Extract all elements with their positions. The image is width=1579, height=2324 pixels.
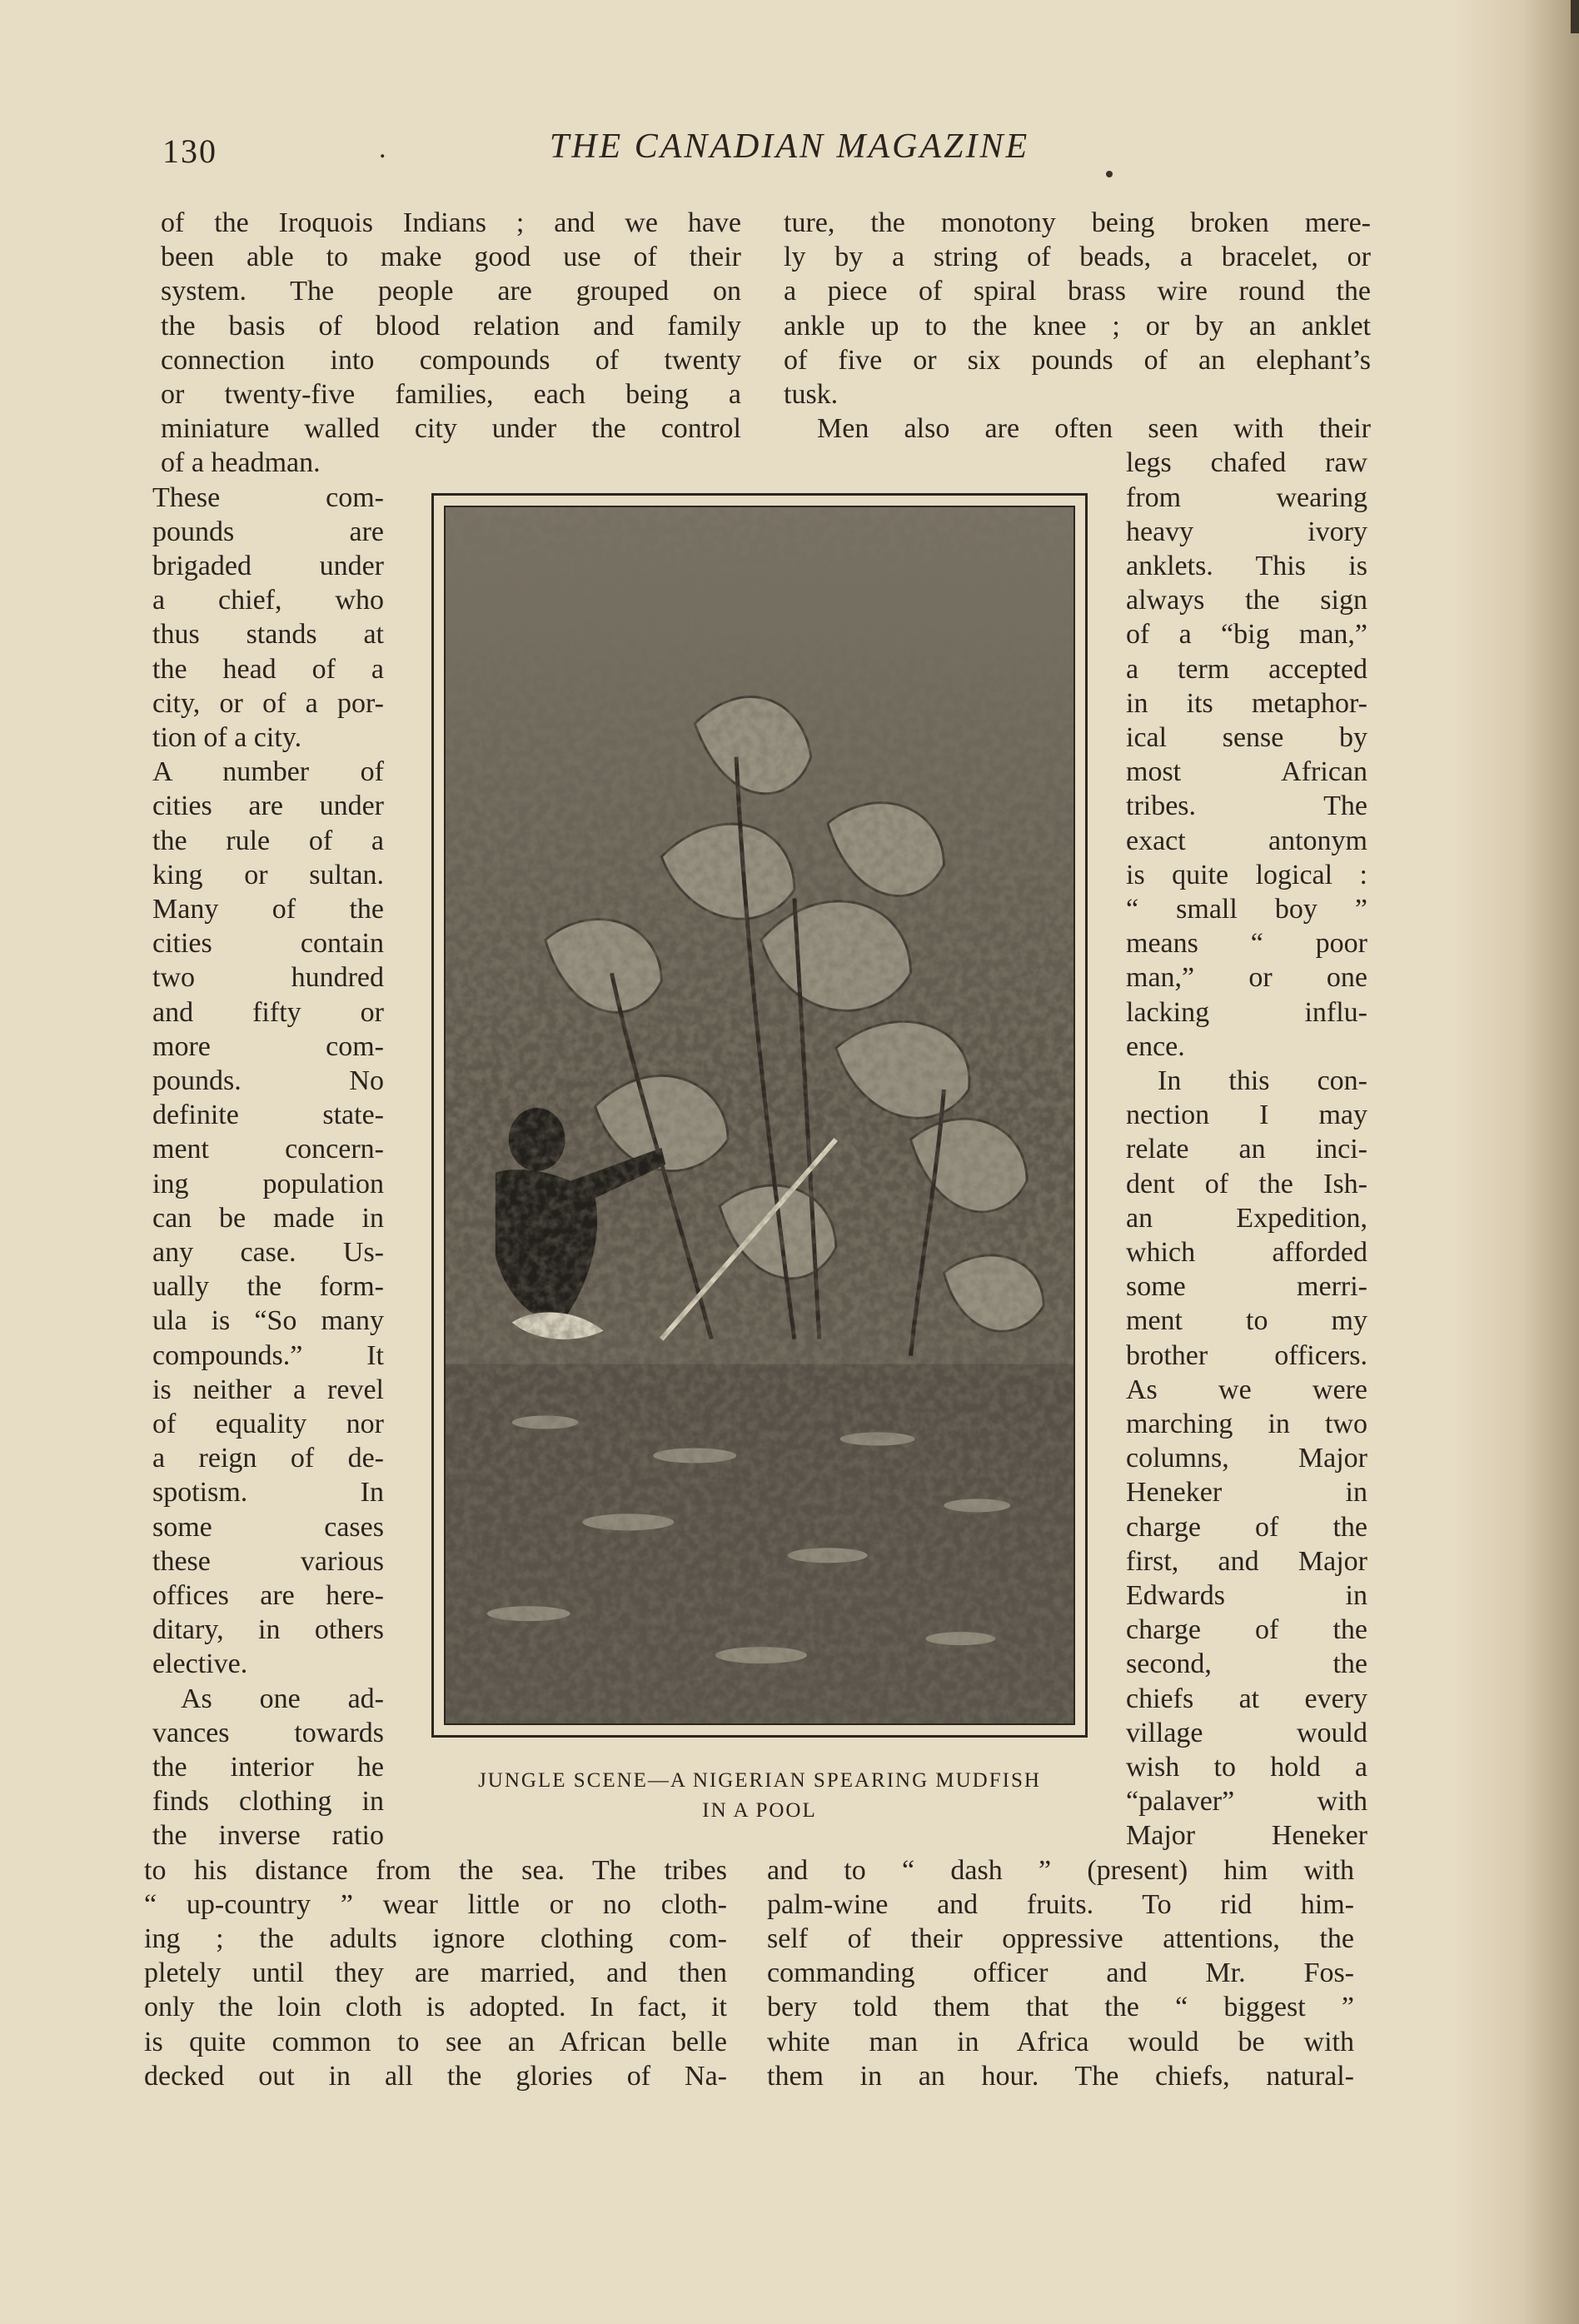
text-line: most African [1126,756,1367,788]
text-line: brother officers. [1126,1339,1367,1371]
text-line: chiefs at every [1126,1683,1367,1714]
page-gutter-shadow [1454,0,1579,2324]
text-line: the head of a [152,653,384,685]
text-line: is neither a revel [152,1374,384,1405]
text-line: ment concern- [152,1134,384,1165]
text-line: is quite common to see an African belle [144,2026,727,2057]
text-line: marching in two [1126,1409,1367,1439]
text-line: ical sense by [1126,722,1367,753]
page-number: 130 [162,132,217,170]
text-line: self of their oppressive attentions, the [767,1923,1354,1954]
text-line: “palaver” with [1126,1786,1367,1818]
text-line: a term accepted [1126,653,1367,685]
text-line: ence. [1126,1030,1185,1062]
text-line: tribes. The [1126,790,1367,822]
text-line: only the loin cloth is adopted. In fact, it [144,1992,727,2023]
text-line: A number of [152,756,384,788]
text-line: ditary, in others [152,1614,384,1646]
text-line: lacking influ- [1126,996,1367,1028]
text-line: second, the [1126,1648,1367,1680]
text-line: miniature walled city under the control [161,413,741,445]
text-line: charge of the [1126,1511,1367,1543]
text-line: of a “big man,” [1126,619,1367,651]
text-line: tion of a city. [152,722,302,753]
text-line: connection into compounds of twenty [161,344,741,376]
text-line: definite state- [152,1100,384,1131]
text-line: the basis of blood relation and family [161,310,741,342]
text-line: bery told them that the “ biggest ” [767,1992,1354,2023]
text-line: from wearing [1126,481,1367,513]
text-line: means “ poor [1126,928,1367,960]
text-line: can be made in [152,1202,384,1234]
text-line: ing ; the adults ignore clothing com- [144,1923,727,1954]
text-line: elective. [152,1648,248,1680]
text-line: spotism. In [152,1477,384,1509]
text-line: thus stands at [152,619,384,651]
text-line: heavy ivory [1126,516,1367,547]
text-line: of a headman. [161,447,321,479]
text-line: In this con- [1158,1065,1367,1096]
text-line: cities are under [152,790,384,822]
text-line: dent of the Ish- [1126,1168,1367,1199]
text-line: legs chafed raw [1126,447,1367,479]
text-line: a reign of de- [152,1443,384,1474]
text-line: some cases [152,1511,384,1543]
text-line: the inverse ratio [152,1820,384,1852]
text-line: columns, Major [1126,1443,1367,1474]
text-line: Heneker in [1126,1477,1367,1509]
text-line: Many of the [152,894,384,925]
text-line: some merri- [1126,1271,1367,1303]
text-line: “ up-country ” wear little or no cloth- [144,1888,727,1920]
text-line: ually the form- [152,1271,384,1303]
text-line: exact antonym [1126,825,1367,856]
text-line: ing population [152,1168,384,1199]
text-line: vances towards [152,1717,384,1748]
jungle-scene-image [446,507,1073,1723]
text-line: and to “ dash ” (present) him with [767,1854,1354,1886]
text-line: these various [152,1545,384,1577]
text-line: the rule of a [152,825,384,856]
running-title: THE CANADIAN MAGAZINE [549,127,1030,166]
ink-speck [1106,171,1113,177]
text-line: system. The people are grouped on [161,276,741,307]
text-line: charge of the [1126,1614,1367,1646]
text-line: and fifty or [152,996,384,1028]
jungle-photo [444,506,1075,1725]
text-line: compounds.” It [152,1339,384,1371]
text-line: two hundred [152,962,384,994]
text-line: ula is “So many [152,1305,384,1337]
text-line: tusk. [784,379,839,410]
text-line: in its metaphor- [1126,687,1367,719]
text-line: pounds are [152,516,384,547]
text-line: anklets. This is [1126,551,1367,581]
text-line: them in an hour. The chiefs, natural- [767,2060,1354,2092]
text-line: relate an inci- [1126,1134,1367,1165]
text-line: pounds. No [152,1065,384,1096]
text-line: of five or six pounds of an elephant’s [784,344,1371,376]
text-line: ture, the monotony being broken mere- [784,207,1371,238]
text-line: a piece of spiral brass wire round the [784,276,1371,307]
text-line: palm-wine and fruits. To rid him- [767,1888,1354,1920]
text-line: Men also are often seen with their [817,413,1371,445]
text-line: pletely until they are married, and then [144,1957,727,1989]
text-line: decked out in all the glories of Na- [144,2060,727,2092]
text-line: been able to make good use of their [161,242,741,273]
text-line: ment to my [1126,1305,1367,1337]
text-line: always the sign [1126,585,1367,616]
text-line: man,” or one [1126,962,1367,994]
text-line: ankle up to the knee ; or by an anklet [784,310,1371,342]
text-line: any case. Us- [152,1237,384,1268]
text-line: more com- [152,1030,384,1062]
text-line: As we were [1126,1374,1367,1405]
text-line: which afforded [1126,1237,1367,1268]
text-line: the interior he [152,1752,384,1783]
text-line: wish to hold a [1126,1752,1367,1783]
text-line: of equality nor [152,1409,384,1439]
text-line: first, and Major [1126,1545,1367,1577]
photo-caption-line-2: IN A POOL [702,1799,817,1822]
text-line: ly by a string of beads, a bracelet, or [784,242,1371,273]
text-line: king or sultan. [152,859,384,890]
text-line: commanding officer and Mr. Fos- [767,1957,1354,1989]
text-line: Edwards in [1126,1580,1367,1611]
photo-caption-line-1: JUNGLE SCENE—A NIGERIAN SPEARING MUDFISH [478,1769,1041,1792]
jungle-photo-frame [431,493,1088,1738]
text-line: village would [1126,1717,1367,1748]
text-line: white man in Africa would be with [767,2026,1354,2057]
text-line: “ small boy ” [1126,894,1367,925]
text-line: city, or of a por- [152,687,384,719]
text-line: finds clothing in [152,1786,384,1818]
binding-edge [1571,0,1579,33]
text-line: an Expedition, [1126,1202,1367,1234]
text-line: As one ad- [181,1683,384,1714]
text-line: cities contain [152,928,384,960]
text-line: brigaded under [152,551,384,581]
text-line: is quite logical : [1126,859,1367,890]
text-line: offices are here- [152,1580,384,1611]
text-line: Major Heneker [1126,1820,1367,1852]
text-line: of the Iroquois Indians ; and we have [161,207,741,238]
header-dot: . [379,133,386,164]
text-line: or twenty-five families, each being a [161,379,741,410]
text-line: to his distance from the sea. The tribes [144,1854,727,1886]
text-line: These com- [152,481,384,513]
text-line: nection I may [1126,1100,1367,1131]
text-line: a chief, who [152,585,384,616]
